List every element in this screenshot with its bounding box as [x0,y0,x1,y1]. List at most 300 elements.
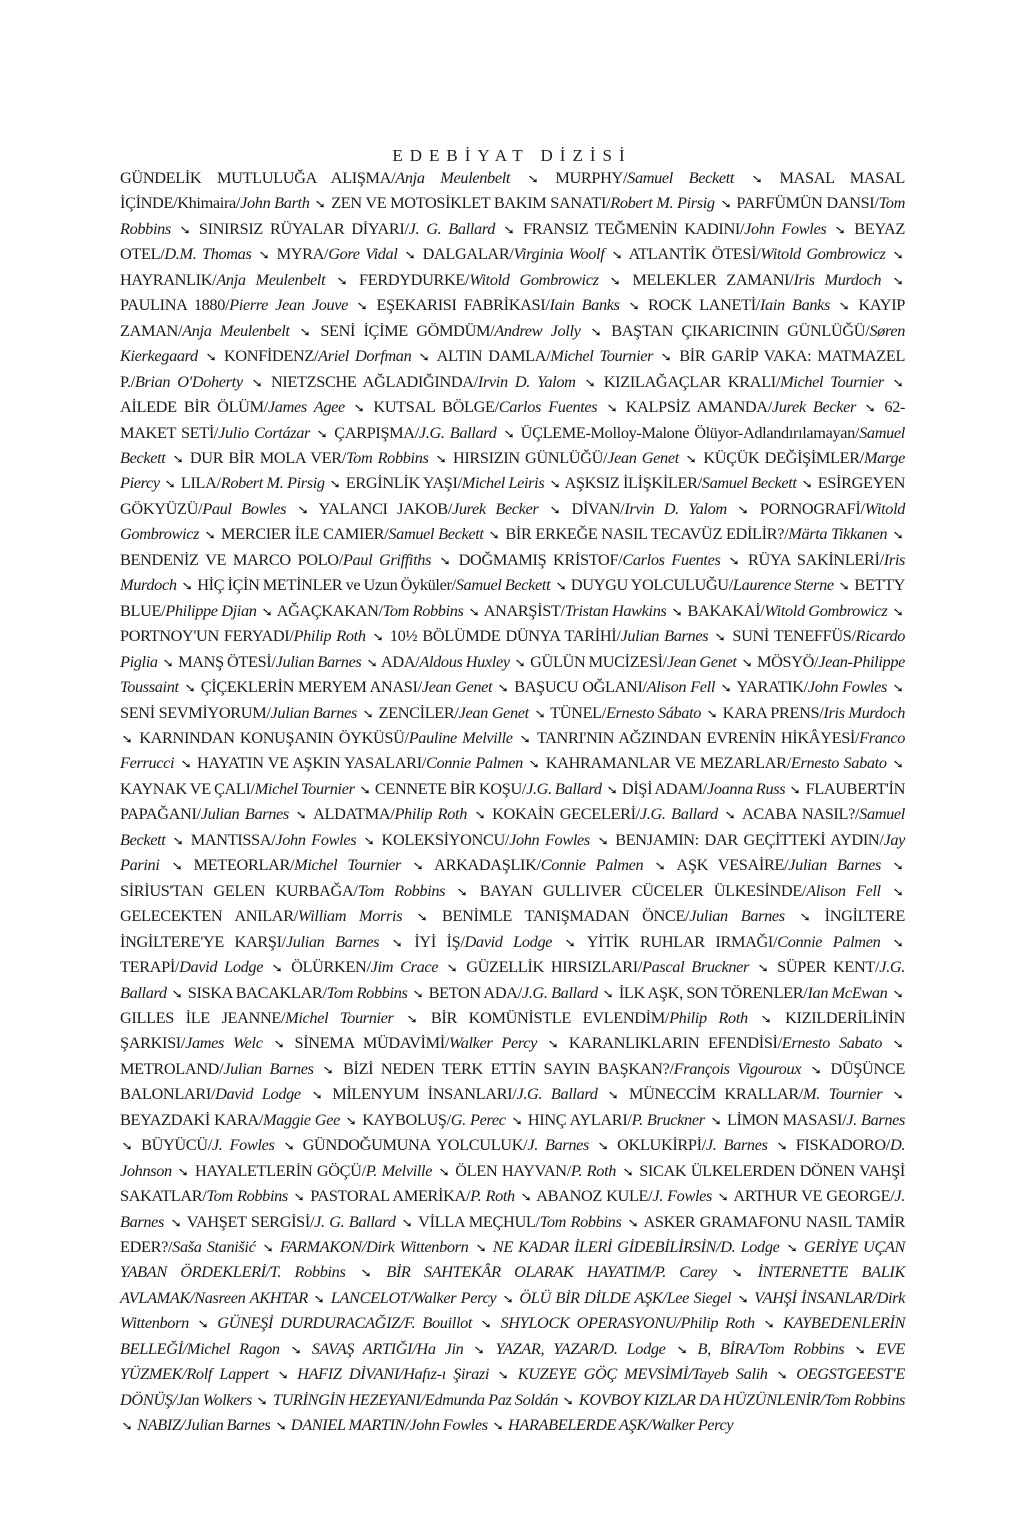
pen-nib-arrow-icon: ➘ [180,757,192,772]
entry-author: Michel Ragon [186,1338,280,1358]
catalog-entry: HAFIZ DİVANI/Hafız-ı Şirazi [297,1364,490,1384]
entry-title: BİR SAHTEKÂR OLARAK HAYATIM [386,1262,651,1282]
entry-author: Anja Meulenbelt [182,320,290,340]
entry-author: Michel Tournier [550,346,654,366]
catalog-entry: BENJAMIN: DAR GEÇİTTEKİ AYDIN/Jay Parini [120,829,906,875]
catalog-entry: PASTORAL AMERİKA/P. Roth [310,1186,515,1206]
pen-nib-arrow-icon: ➘ [271,961,283,976]
catalog-entry: METEORLAR/Michel Tournier [193,855,401,875]
pen-nib-arrow-icon: ➘ [435,451,447,466]
entry-title: LİMON MASASI [726,1109,843,1129]
pen-nib-arrow-icon: ➘ [799,910,811,925]
entry-title: ATLANTİK ÖTESİ [628,244,757,264]
entry-author: Julian Barnes [275,651,362,671]
catalog-entry: DİVAN/Irvin D. Yalom [571,498,727,518]
entry-title: HINÇ AYLARI [527,1109,628,1129]
catalog-entry: NABIZ/Julian Barnes [137,1415,271,1435]
pen-nib-arrow-icon: ➘ [628,299,640,314]
entry-title: LANCELOT [330,1287,409,1307]
pen-nib-arrow-icon: ➘ [511,1113,523,1128]
entry-author: Alison Fell [806,880,881,900]
entry-author: Julio Cortázar [218,422,311,442]
catalog-entry: KAYIP ZAMAN/Anja Meulenbelt [120,295,905,340]
catalog-entry: ÖLEN HAYVAN/P. Roth [455,1160,617,1180]
entry-title: ÇARPIŞMA [334,422,415,442]
pen-nib-arrow-icon: ➘ [310,1088,323,1103]
entry-title: LILA [180,473,217,493]
entry-author: Tom Robbins [345,447,429,467]
catalog-entry: MELEKLER ZAMANI/Iris Murdoch [632,269,882,289]
entry-author: Märta Tikkanen [788,524,888,544]
pen-nib-arrow-icon: ➘ [502,1291,514,1306]
entry-author: Carlos Fuentes [622,549,721,569]
entry-title: DİŞİ ADAM [621,778,703,798]
pen-nib-arrow-icon: ➘ [892,986,904,1001]
entry-author: Tom Robbins [326,982,408,1002]
pen-nib-arrow-icon: ➘ [275,1419,287,1434]
catalog-entry: BAYAN GULLIVER CÜCELER ÜLKESİNDE/Alison Fell [479,880,881,900]
entry-title: SHYLOCK OPERASYONU [500,1313,677,1333]
catalog-entry: KUZEYE GÖÇ MEVSİMİ/Tayeb Salih [517,1364,768,1384]
entry-title: NABIZ [137,1415,181,1435]
pen-nib-arrow-icon: ➘ [205,350,217,365]
entry-title: FERDYDURKE [359,269,465,289]
entry-author: Søren Kierkegaard [120,320,906,366]
entry-title: ALTIN DAMLA [436,346,547,366]
catalog-entry: BİR KOMÜNİSTLE EVLENDİM/Philip Roth [430,1007,748,1027]
catalog-entry: ALTIN DAMLA/Michel Tournier [436,346,654,366]
pen-nib-arrow-icon: ➘ [366,655,378,670]
catalog-entry: KARNINDAN KONUŞANIN ÖYKÜSÜ/Pauline Melville [139,727,513,747]
entry-author: Connie Palmen [540,855,644,875]
pen-nib-arrow-icon: ➘ [277,1368,289,1383]
pen-nib-arrow-icon: ➘ [181,579,193,594]
catalog-entry: İNGİLTERE İNGİLTERE'YE KARŞI/Julian Barnes [120,906,905,951]
entry-author: Julian Barnes [200,804,289,824]
catalog-entry: DANIEL MARTIN/John Fowles [290,1415,488,1435]
entry-author: Rolf Lappert [186,1364,269,1384]
entry-title: KAHRAMANLAR VE MEZARLAR [545,753,787,773]
entry-author: Tom Robbins [382,600,464,620]
pen-nib-arrow-icon: ➘ [514,655,526,670]
pen-nib-arrow-icon: ➘ [488,528,501,543]
pen-nib-arrow-icon: ➘ [480,1317,492,1332]
entry-title: MYRA [276,244,325,264]
catalog-entry: DÜŞÜNCE BALONLARI/David Lodge [120,1058,905,1104]
pen-nib-arrow-icon: ➘ [121,1419,133,1434]
catalog-entry: RÜYA SAKİNLERİ/Iris Murdoch [120,549,906,595]
pen-nib-arrow-icon: ➘ [314,197,326,212]
catalog-entry: ARKADAŞLIK/Connie Palmen [434,855,644,875]
entry-title: İNGİLTERE İNGİLTERE'YE KARŞI [120,906,905,951]
entry-author: Ariel Dorfman [318,346,412,366]
entry-title: KIZILDERİLİNİN ŞARKISI [120,1007,906,1053]
entry-title: DİVAN [571,498,621,518]
pen-nib-arrow-icon: ➘ [293,1190,305,1205]
entry-author: Samuel Beckett [455,575,551,595]
pen-nib-arrow-icon: ➘ [406,1011,418,1026]
pen-nib-arrow-icon: ➘ [359,782,371,797]
entry-author: D. Lodge [720,1237,780,1257]
catalog-entry: PARFÜMÜN DANSI/Tom Robbins [120,193,905,238]
entry-title: EVE YÜZMEK [120,1338,906,1384]
catalog-entry: FERDYDURKE/Witold Gombrowicz [359,269,599,289]
entry-author: Tom Robbins [206,1186,288,1206]
entry-author: Michel Tournier [780,371,884,391]
pen-nib-arrow-icon: ➘ [528,757,540,772]
book-catalog-list [120,166,905,1439]
entry-author: John Fowles [807,677,888,697]
catalog-entry: MANTISSA/John Fowles [190,829,357,849]
catalog-entry: VİLLA MEÇHUL/Tom Robbins [418,1211,622,1231]
entry-author: Philippe Djian [165,600,257,620]
catalog-entry: KIZILAĞAÇLAR KRALI/Michel Tournier [603,371,884,391]
catalog-entry: SICAK ÜLKELERDEN DÖNEN VAHŞİ SAKATLAR/Tom Robbins [120,1160,905,1206]
entry-author: Julian Barnes [620,626,709,646]
entry-author: J. G. Ballard [314,1211,396,1231]
entry-title: ÖLÜRKEN [291,957,367,977]
catalog-entry: PORNOGRAFİ/Witold Gombrowicz [120,498,906,544]
pen-nib-arrow-icon: ➘ [892,757,904,772]
pen-nib-arrow-icon: ➘ [316,426,328,441]
entry-title: YAZAR, YAZAR [495,1338,599,1358]
entry-author: Michel Tournier [285,1007,394,1027]
entry-title: İNTERNETTE BALIK AVLAMAK [120,1262,905,1307]
catalog-entry: KAYBEDENLERİN BELLEĞİ/Michel Ragon [120,1313,906,1358]
entry-title: FRANSIZ TEĞMENİN KADINI [522,218,740,238]
entry-author: J. Fowles [652,1186,713,1206]
entry-author: Virginia Woolf [513,244,605,264]
entry-author: P. Bruckner [631,1109,705,1129]
catalog-entry: FARMAKON/Dirk Wittenborn [279,1237,469,1257]
entry-title: BAŞTAN ÇIKARICININ GÜNLÜĞÜ [611,320,866,340]
pen-nib-arrow-icon: ➘ [892,604,904,619]
catalog-entry: NIETZSCHE AĞLADIĞINDA/Irvin D. Yalom [270,371,576,391]
pen-nib-arrow-icon: ➘ [172,451,184,466]
catalog-entry: BAKAKAİ/Witold Gombrowicz [687,600,888,620]
entry-title: KOKAİN GECELERİ [492,804,636,824]
pen-nib-arrow-icon: ➘ [892,884,904,899]
entry-author: J.G. Ballard [120,957,905,1002]
entry-author: Pascal Bruckner [642,957,750,977]
pen-nib-arrow-icon: ➘ [282,1139,295,1154]
pen-nib-arrow-icon: ➘ [179,222,191,237]
entry-title: SUNİ TENEFFÜS [732,626,852,646]
entry-author: P. Carey [654,1262,717,1282]
entry-author: Lee Siegel [666,1287,732,1307]
entry-author: Brian O'Doherty [134,371,243,391]
entry-title: BENDENİZ VE MARCO POLO [120,549,339,569]
catalog-entry: KOKAİN GECELERİ/J.G. Ballard [492,804,718,824]
entry-title: DÜŞÜNCE BALONLARI [120,1058,905,1104]
catalog-entry: ÖLÜ BİR DİLDE AŞK/Lee Siegel [519,1287,732,1307]
pen-nib-arrow-icon: ➘ [313,1291,325,1306]
pen-nib-arrow-icon: ➘ [675,1342,688,1357]
catalog-entry: HINÇ AYLARI/P. Bruckner [527,1109,705,1129]
catalog-entry: SAVAŞ ARTIĞI/Ha Jin [311,1338,464,1358]
entry-author: Robert M. Pirsig [220,473,325,493]
catalog-entry: BİR SAHTEKÂR OLARAK HAYATIM/P. Carey [386,1262,717,1282]
pen-nib-arrow-icon: ➘ [731,1266,743,1281]
entry-author: D. Johnson [120,1135,906,1180]
entry-title: MÜNECCİM KRALLAR [628,1084,799,1104]
entry-author: Jan Wolkers [176,1389,252,1409]
entry-title: BEYAZDAKİ KARA [120,1109,259,1129]
pen-nib-arrow-icon: ➘ [439,553,451,568]
entry-author: Andrew Jolly [494,320,581,340]
entry-author: Philip Roth [669,1007,748,1027]
pen-nib-arrow-icon: ➘ [776,1368,788,1383]
catalog-entry: BİZİ NEDEN TERK ETTİN SAYIN BAŞKAN?/François Vigouroux [342,1058,802,1078]
catalog-entry: OEGSTGEEST'E DÖNÜŞ/Jan Wolkers [120,1364,905,1409]
entry-author: J. Barnes [846,1109,906,1129]
entry-author: Tom Robbins [539,1211,622,1231]
entry-author: Michel Leiris [461,473,545,493]
pen-nib-arrow-icon: ➘ [473,808,486,823]
catalog-entry: BENDENİZ VE MARCO POLO/Paul Griffiths [120,549,432,569]
pen-nib-arrow-icon: ➘ [892,248,904,263]
pen-nib-arrow-icon: ➘ [121,1139,133,1154]
catalog-entry: MASAL MASAL İÇİNDE/Khimaira/John Barth [120,168,905,213]
entry-author: John Fowles [509,829,590,849]
entry-title: VAHŞİ İNSANLAR [754,1287,873,1307]
entry-title: ALDATMA [313,804,391,824]
pen-nib-arrow-icon: ➘ [786,1241,798,1256]
entry-title: ROCK LANETİ [648,295,756,315]
catalog-entry: SHYLOCK OPERASYONU/Philip Roth [500,1313,755,1333]
catalog-entry: GÜNEŞİ DURDURACAĞIZ/F. Bouillot [217,1313,473,1333]
entry-author: Maggie Gee [263,1109,340,1129]
catalog-entry: SINIRSIZ RÜYALAR DİYARI/J. G. Ballard [198,218,495,238]
entry-title: HIRSIZIN GÜNLÜĞÜ [452,447,604,467]
pen-nib-arrow-icon: ➘ [810,1062,822,1077]
pen-nib-arrow-icon: ➘ [854,1342,866,1357]
catalog-entry: EVE YÜZMEK/Rolf Lappert [120,1338,906,1384]
entry-author: J.G. Ballard [418,422,497,442]
entry-author: G. Perec [450,1109,506,1129]
pen-nib-arrow-icon: ➘ [838,299,850,314]
catalog-entry: BETTY BLUE/Philippe Djian [120,575,906,620]
entry-author: Saša Stanišić [172,1237,256,1257]
entry-author: Samuel Beckett [388,524,484,544]
entry-title: İLK AŞK, SON TÖRENLER [618,982,804,1002]
pen-nib-arrow-icon: ➘ [475,1241,487,1256]
entry-author: Dirk Wittenborn [120,1287,906,1333]
entry-title: DANIEL MARTIN [290,1415,406,1435]
catalog-entry: KONFİDENZ/Ariel Dorfman [223,346,412,366]
catalog-entry: LİMON MASASI/J. Barnes [726,1109,906,1129]
entry-author: Connie Palmen [425,753,523,773]
pen-nib-arrow-icon: ➘ [801,477,813,492]
catalog-entry: NE KADAR İLERİ GİDEBİLİRSİN/D. Lodge [492,1237,780,1257]
catalog-entry: ERGİNLİK YAŞI/Michel Leiris [345,473,545,493]
pen-nib-arrow-icon: ➘ [438,1164,450,1179]
entry-title: DUR BİR MOLA VER [189,447,342,467]
pen-nib-arrow-icon: ➘ [710,1113,722,1128]
catalog-entry: BİR GARİP VAKA: MATMAZEL P./Brian O'Doherty [120,346,906,391]
entry-title: KONFİDENZ [223,346,314,366]
entry-author: James Agee [267,397,345,417]
pen-nib-arrow-icon: ➘ [251,375,263,390]
entry-title: CENNETE BİR KOŞU [374,778,522,798]
entry-author: Julian Barnes [270,702,357,722]
entry-author: Witold Gombrowicz [120,498,906,544]
pen-nib-arrow-icon: ➘ [763,1317,775,1332]
catalog-entry: ÇARPIŞMA/J.G. Ballard [334,422,497,442]
entry-author: J.G. Ballard [521,982,598,1002]
entry-author: Julian Barnes [689,906,785,926]
catalog-entry: MYRA/Gore Vidal [276,244,398,264]
catalog-entry: ÖLÜRKEN/Jim Crace [291,957,439,977]
pen-nib-arrow-icon: ➘ [262,1241,274,1256]
entry-author: Jean Genet [607,447,679,467]
entry-author: David Lodge [179,957,264,977]
entry-author: F. Bouillot [404,1313,473,1333]
catalog-entry: TÜNEL/Ernesto Sábato [550,702,702,722]
entry-author: John Fowles [275,829,357,849]
catalog-entry: KUTSAL BÖLGE/Carlos Fuentes [373,397,598,417]
catalog-entry: LILA/Robert M. Pirsig [180,473,325,493]
entry-author: Philip Roth [680,1313,755,1333]
catalog-entry: SÜPER KENT/J.G. Ballard [120,957,905,1002]
pen-nib-arrow-icon: ➘ [554,579,567,594]
entry-title: KOVBOY KIZLAR DA HÜZÜNLENİR [578,1389,821,1409]
catalog-entry: BETON ADA/J.G. Ballard [428,982,598,1002]
pen-nib-arrow-icon: ➘ [597,1139,609,1154]
entry-author: Ian McEwan [807,982,888,1002]
entry-author: Nasreen AKHTAR [194,1287,308,1307]
catalog-entry: GILLES İLE JEANNE/Michel Tournier [120,1007,394,1027]
entry-title: KÜÇÜK DEĞİŞİMLER [703,447,860,467]
entry-title: TERAPİ [120,957,175,977]
catalog-entry: DUYGU YOLCULUĞU/Laurence Sterne [570,575,834,595]
entry-author: Samuel Beckett [701,473,797,493]
entry-title: MİLENYUM İNSANLARI [332,1084,513,1104]
entry-title: ADA [380,651,416,671]
pen-nib-arrow-icon: ➘ [170,859,183,874]
entry-author: William Morris [297,906,403,926]
catalog-entry: KARA PRENS/Iris Murdoch [722,702,906,722]
pen-nib-arrow-icon: ➘ [724,808,736,823]
pen-nib-arrow-icon: ➘ [297,502,309,517]
pen-nib-arrow-icon: ➘ [720,681,732,696]
catalog-entry: HARABELERDE AŞK/Walker Percy [507,1415,734,1435]
pen-nib-arrow-icon: ➘ [204,528,216,543]
catalog-entry: KAYNAK VE ÇALI/Michel Tournier [120,778,355,798]
catalog-entry: ZENCİLER/Jean Genet [378,702,529,722]
entry-author: Jean-Philippe Toussaint [120,651,905,697]
catalog-entry: BENİMLE TANIŞMADAN ÖNCE/Julian Barnes [442,906,785,926]
entry-title: ÜÇLEME-Molloy-Malone Ölüyor-Adlandırılamayan [520,422,855,442]
entry-title: TÜNEL [550,702,602,722]
entry-author: Philip Roth [293,626,366,646]
pen-nib-arrow-icon: ➘ [717,1190,729,1205]
entry-title: KALPSİZ AMANDA [625,397,768,417]
entry-author: Jim Crace [370,957,439,977]
catalog-entry: HIRSIZIN GÜNLÜĞÜ/Jean Genet [452,447,679,467]
pen-nib-arrow-icon: ➘ [757,961,769,976]
catalog-entry: DİŞİ ADAM/Joanna Russ [621,778,786,798]
entry-author: Jay Parini [120,829,906,875]
pen-nib-arrow-icon: ➘ [497,1368,510,1383]
pen-nib-arrow-icon: ➘ [596,833,609,848]
pen-nib-arrow-icon: ➘ [362,706,374,721]
entry-title: RÜYA SAKİNLERİ [748,549,880,569]
catalog-entry: KIZILDERİLİNİN ŞARKISI/James Welc [120,1007,906,1053]
catalog-entry: ROCK LANETİ/Iain Banks [648,295,831,315]
catalog-entry: TANRI'NIN AĞZINDAN EVRENİN HİKÂYESİ/Franco Ferrucci [120,727,906,773]
catalog-entry: KAYBOLUŞ/G. Perec [362,1109,506,1129]
entry-author: Ricardo Piglia [120,626,906,671]
pen-nib-arrow-icon: ➘ [627,1215,639,1230]
catalog-entry: DALGALAR/Virginia Woolf [422,244,605,264]
catalog-entry: ASKER GRAMAFONU NASIL TAMİR EDER?/Saša Stanišić [120,1211,905,1257]
entry-author: M. Tournier [803,1084,883,1104]
pen-nib-arrow-icon: ➘ [473,1342,486,1357]
entry-title: HİÇ İÇİN METİNLER ve Uzun Öyküler [197,575,452,595]
catalog-entry: BAŞTAN ÇIKARICININ GÜNLÜĞÜ/Søren Kierkegaard [120,320,906,366]
pen-nib-arrow-icon: ➘ [534,706,546,721]
catalog-entry: FLAUBERT'İN PAPAĞANI/Julian Barnes [120,778,905,824]
entry-author: Philip Roth [394,804,468,824]
entry-title: AŞK VESAİRE [676,855,785,875]
catalog-entry: SİNEMA MÜDAVİMİ/Walker Percy [294,1033,537,1053]
entry-title: BAKAKAİ [687,600,761,620]
entry-author: Jean Genet [421,677,493,697]
entry-title: YARATIK [736,677,804,697]
catalog-entry: DOĞMAMIŞ KRİSTOF/Carlos Fuentes [458,549,721,569]
entry-title: ZEN VE MOTOSİKLET BAKIM SANATI [331,193,607,213]
entry-title: VİLLA MEÇHUL [418,1211,536,1231]
entry-title: ÇİÇEKLERİN MERYEM ANASI [200,677,418,697]
catalog-entry: AĞAÇKAKAN/Tom Robbins [276,600,464,620]
entry-author: Walker Percy [412,1287,497,1307]
pen-nib-arrow-icon: ➘ [272,1037,285,1052]
entry-title: GELECEKTEN ANILAR [120,906,294,926]
pen-nib-arrow-icon: ➘ [737,502,749,517]
entry-title: BİR ERKEĞE NASIL TECAVÜZ EDİLİR? [505,524,785,544]
catalog-entry: SENİ İÇİME GÖMDÜM/Andrew Jolly [320,320,581,340]
entry-title: MELEKLER ZAMANI [632,269,790,289]
catalog-entry: GÜZELLİK HIRSIZLARI/Pascal Bruckner [466,957,750,977]
pen-nib-arrow-icon: ➘ [564,935,576,950]
entry-title: GÜNEŞİ DURDURACAĞIZ [217,1313,400,1333]
pen-nib-arrow-icon: ➘ [654,859,666,874]
pen-nib-arrow-icon: ➘ [892,935,904,950]
entry-author: Joanna Russ [706,778,786,798]
entry-title: DUYGU YOLCULUĞU [570,575,729,595]
pen-nib-arrow-icon: ➘ [391,935,403,950]
entry-title: BİR KOMÜNİSTLE EVLENDİM [430,1007,665,1027]
catalog-entry: 10½ BÖLÜMDE DÜNYA TARİHİ/Julian Barnes [389,626,709,646]
pen-nib-arrow-icon: ➘ [412,986,424,1001]
catalog-entry: BÜYÜCÜ/J. Fowles [141,1135,275,1155]
entry-title: AŞKSIZ İLİŞKİLER [564,473,698,493]
entry-title: KAYBEDENLERİN BELLEĞİ [120,1313,906,1358]
catalog-entry: TERAPİ/David Lodge [120,957,264,977]
entry-title: KOLEKSİYONCU [381,829,505,849]
entry-author: P. Roth [470,1186,515,1206]
entry-title: ERGİNLİK YAŞI [345,473,458,493]
pen-nib-arrow-icon: ➘ [728,553,740,568]
entry-title: ÖLÜ BİR DİLDE AŞK [519,1287,663,1307]
pen-nib-arrow-icon: ➘ [261,604,273,619]
catalog-entry: VAHŞİ İNSANLAR/Dirk Wittenborn [120,1287,906,1333]
catalog-entry: VAHŞET SERGİSİ/J. G. Ballard [186,1211,396,1231]
entry-author: Iris Murdoch [823,702,906,722]
pen-nib-arrow-icon: ➘ [671,604,683,619]
entry-title: HAYRANLIK [120,269,213,289]
